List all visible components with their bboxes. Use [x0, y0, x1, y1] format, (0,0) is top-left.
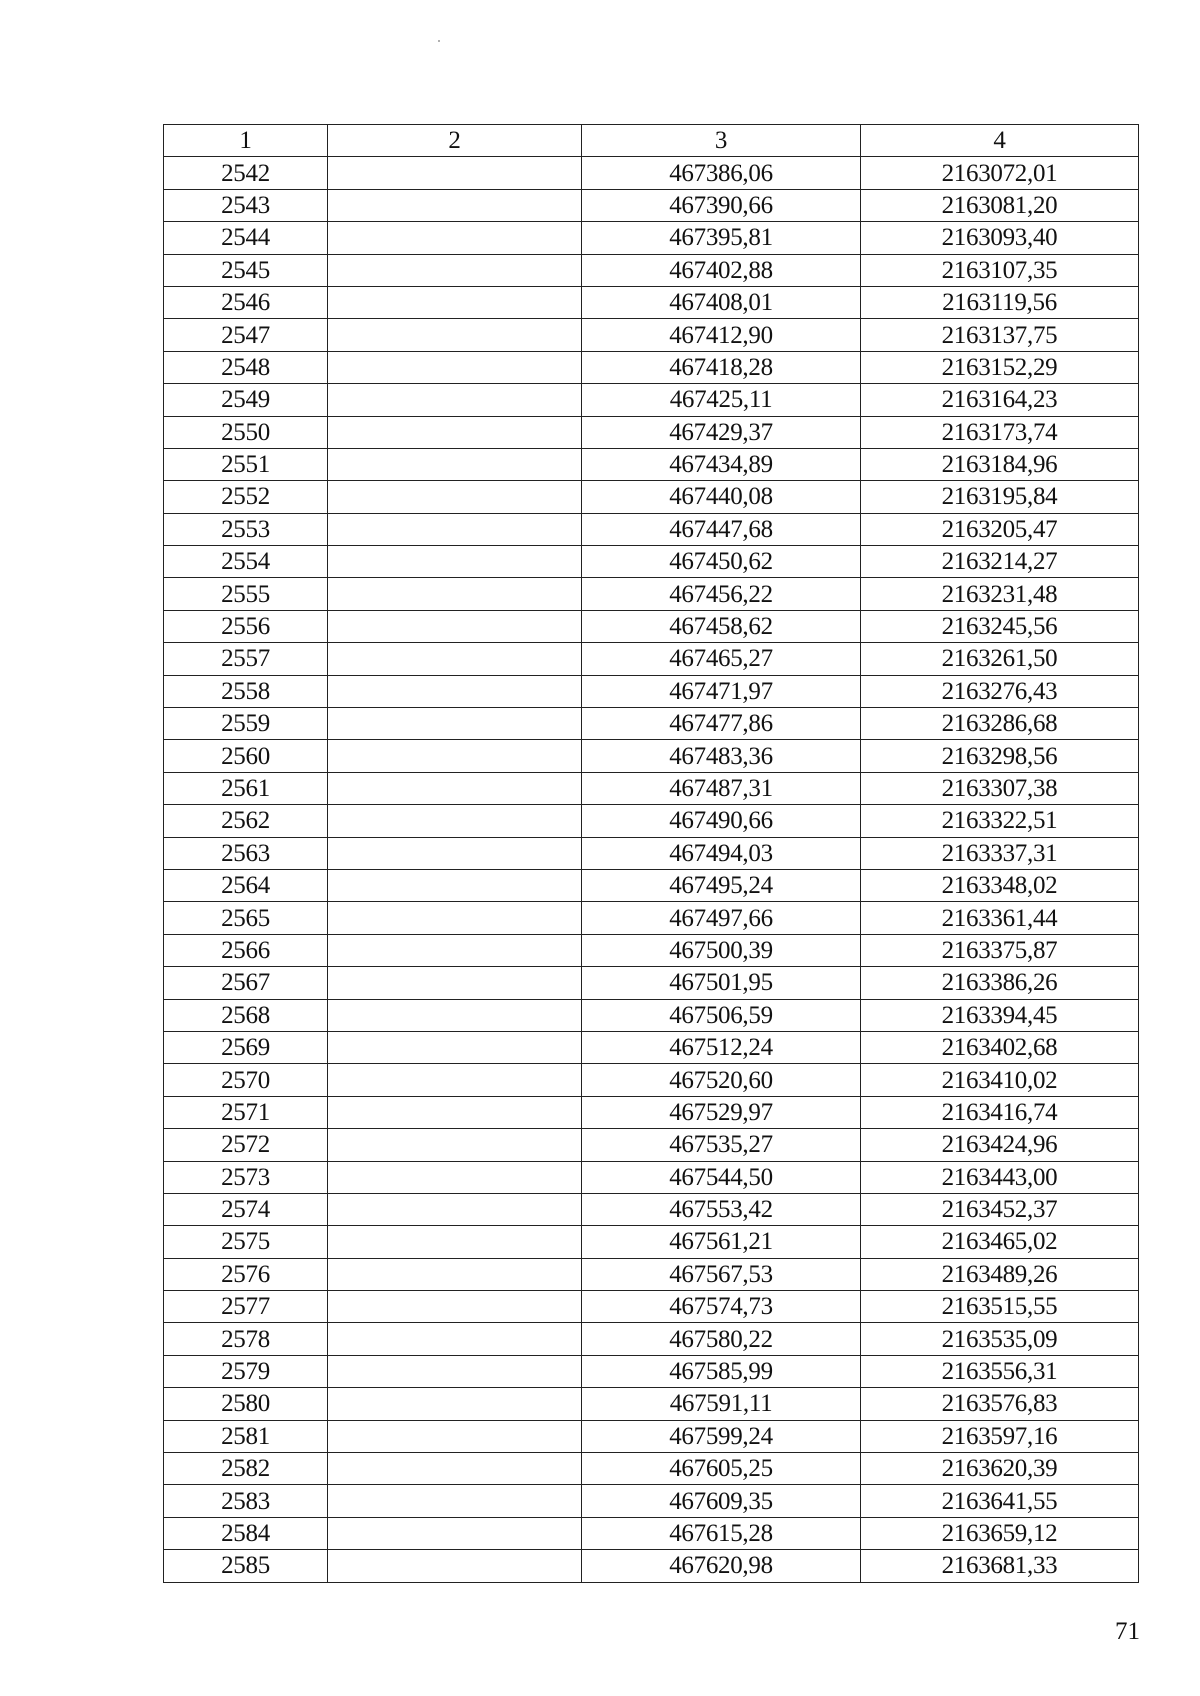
table-row — [164, 1064, 1139, 1096]
point-number-cell: 2554 — [164, 546, 328, 578]
point-number-cell: 2559 — [164, 708, 328, 740]
y-coordinate-cell: 2163152,29 — [861, 351, 1139, 383]
table-row — [164, 1420, 1139, 1452]
x-coordinate-cell: 467418,28 — [582, 351, 861, 383]
x-coordinate-cell: 467487,31 — [582, 772, 861, 804]
x-coordinate-cell: 467620,98 — [582, 1550, 861, 1582]
x-coordinate-cell: 467483,36 — [582, 740, 861, 772]
table-row — [164, 1550, 1139, 1582]
empty-cell — [328, 1323, 582, 1355]
table-row — [164, 1161, 1139, 1193]
x-coordinate-cell: 467465,27 — [582, 643, 861, 675]
point-number-cell: 2567 — [164, 967, 328, 999]
x-coordinate-cell: 467390,66 — [582, 189, 861, 221]
x-coordinate-cell: 467412,90 — [582, 319, 861, 351]
coordinates-table — [163, 124, 1139, 1583]
empty-cell — [328, 869, 582, 901]
empty-cell — [328, 1485, 582, 1517]
column-header: 2 — [328, 125, 582, 157]
empty-cell — [328, 1420, 582, 1452]
y-coordinate-cell: 2163081,20 — [861, 189, 1139, 221]
column-header: 4 — [861, 125, 1139, 157]
table-row — [164, 675, 1139, 707]
table-row — [164, 1096, 1139, 1128]
point-number-cell: 2564 — [164, 869, 328, 901]
point-number-cell: 2549 — [164, 384, 328, 416]
x-coordinate-cell: 467495,24 — [582, 869, 861, 901]
point-number-cell: 2569 — [164, 1031, 328, 1063]
point-number-cell: 2585 — [164, 1550, 328, 1582]
column-header: 1 — [164, 125, 328, 157]
point-number-cell: 2547 — [164, 319, 328, 351]
table-row — [164, 1485, 1139, 1517]
empty-cell — [328, 1096, 582, 1128]
y-coordinate-cell: 2163489,26 — [861, 1258, 1139, 1290]
table-row — [164, 578, 1139, 610]
table-row — [164, 319, 1139, 351]
empty-cell — [328, 189, 582, 221]
y-coordinate-cell: 2163195,84 — [861, 481, 1139, 513]
point-number-cell: 2556 — [164, 610, 328, 642]
table-row — [164, 772, 1139, 804]
x-coordinate-cell: 467605,25 — [582, 1453, 861, 1485]
x-coordinate-cell: 467500,39 — [582, 934, 861, 966]
table-row — [164, 513, 1139, 545]
y-coordinate-cell: 2163298,56 — [861, 740, 1139, 772]
y-coordinate-cell: 2163276,43 — [861, 675, 1139, 707]
page-number: 71 — [1115, 1618, 1140, 1645]
x-coordinate-cell: 467497,66 — [582, 902, 861, 934]
y-coordinate-cell: 2163337,31 — [861, 837, 1139, 869]
y-coordinate-cell: 2163361,44 — [861, 902, 1139, 934]
empty-cell — [328, 999, 582, 1031]
y-coordinate-cell: 2163659,12 — [861, 1517, 1139, 1549]
point-number-cell: 2572 — [164, 1129, 328, 1161]
point-number-cell: 2553 — [164, 513, 328, 545]
y-coordinate-cell: 2163348,02 — [861, 869, 1139, 901]
empty-cell — [328, 1161, 582, 1193]
x-coordinate-cell: 467615,28 — [582, 1517, 861, 1549]
table-row — [164, 837, 1139, 869]
x-coordinate-cell: 467402,88 — [582, 254, 861, 286]
empty-cell — [328, 513, 582, 545]
point-number-cell: 2574 — [164, 1193, 328, 1225]
y-coordinate-cell: 2163556,31 — [861, 1355, 1139, 1387]
x-coordinate-cell: 467447,68 — [582, 513, 861, 545]
empty-cell — [328, 578, 582, 610]
empty-cell — [328, 740, 582, 772]
empty-cell — [328, 1258, 582, 1290]
point-number-cell: 2568 — [164, 999, 328, 1031]
table-row — [164, 254, 1139, 286]
empty-cell — [328, 772, 582, 804]
y-coordinate-cell: 2163093,40 — [861, 222, 1139, 254]
y-coordinate-cell: 2163245,56 — [861, 610, 1139, 642]
x-coordinate-cell: 467429,37 — [582, 416, 861, 448]
table-row — [164, 351, 1139, 383]
y-coordinate-cell: 2163394,45 — [861, 999, 1139, 1031]
table-row — [164, 1226, 1139, 1258]
point-number-cell: 2580 — [164, 1388, 328, 1420]
point-number-cell: 2561 — [164, 772, 328, 804]
y-coordinate-cell: 2163307,38 — [861, 772, 1139, 804]
point-number-cell: 2557 — [164, 643, 328, 675]
table-row — [164, 1453, 1139, 1485]
y-coordinate-cell: 2163375,87 — [861, 934, 1139, 966]
point-number-cell: 2544 — [164, 222, 328, 254]
point-number-cell: 2558 — [164, 675, 328, 707]
point-number-cell: 2562 — [164, 805, 328, 837]
x-coordinate-cell: 467456,22 — [582, 578, 861, 610]
point-number-cell: 2577 — [164, 1291, 328, 1323]
x-coordinate-cell: 467434,89 — [582, 448, 861, 480]
empty-cell — [328, 286, 582, 318]
point-number-cell: 2543 — [164, 189, 328, 221]
x-coordinate-cell: 467386,06 — [582, 157, 861, 189]
empty-cell — [328, 902, 582, 934]
y-coordinate-cell: 2163173,74 — [861, 416, 1139, 448]
table-row — [164, 1258, 1139, 1290]
empty-cell — [328, 967, 582, 999]
empty-cell — [328, 222, 582, 254]
column-header: 3 — [582, 125, 861, 157]
table-row — [164, 902, 1139, 934]
table-row — [164, 546, 1139, 578]
x-coordinate-cell: 467458,62 — [582, 610, 861, 642]
point-number-cell: 2570 — [164, 1064, 328, 1096]
empty-cell — [328, 157, 582, 189]
table-row — [164, 740, 1139, 772]
empty-cell — [328, 610, 582, 642]
empty-cell — [328, 1517, 582, 1549]
empty-cell — [328, 1226, 582, 1258]
point-number-cell: 2583 — [164, 1485, 328, 1517]
y-coordinate-cell: 2163137,75 — [861, 319, 1139, 351]
empty-cell — [328, 1064, 582, 1096]
x-coordinate-cell: 467506,59 — [582, 999, 861, 1031]
table-row — [164, 1291, 1139, 1323]
empty-cell — [328, 1291, 582, 1323]
x-coordinate-cell: 467408,01 — [582, 286, 861, 318]
point-number-cell: 2555 — [164, 578, 328, 610]
table-row — [164, 1323, 1139, 1355]
y-coordinate-cell: 2163443,00 — [861, 1161, 1139, 1193]
table-row — [164, 934, 1139, 966]
y-coordinate-cell: 2163386,26 — [861, 967, 1139, 999]
x-coordinate-cell: 467471,97 — [582, 675, 861, 707]
table-row — [164, 708, 1139, 740]
x-coordinate-cell: 467520,60 — [582, 1064, 861, 1096]
x-coordinate-cell: 467553,42 — [582, 1193, 861, 1225]
x-coordinate-cell: 467501,95 — [582, 967, 861, 999]
point-number-cell: 2542 — [164, 157, 328, 189]
point-number-cell: 2566 — [164, 934, 328, 966]
y-coordinate-cell: 2163164,23 — [861, 384, 1139, 416]
y-coordinate-cell: 2163515,55 — [861, 1291, 1139, 1323]
x-coordinate-cell: 467395,81 — [582, 222, 861, 254]
y-coordinate-cell: 2163465,02 — [861, 1226, 1139, 1258]
empty-cell — [328, 805, 582, 837]
table-row — [164, 1129, 1139, 1161]
y-coordinate-cell: 2163402,68 — [861, 1031, 1139, 1063]
x-coordinate-cell: 467425,11 — [582, 384, 861, 416]
x-coordinate-cell: 467477,86 — [582, 708, 861, 740]
empty-cell — [328, 254, 582, 286]
empty-cell — [328, 1550, 582, 1582]
table-row — [164, 384, 1139, 416]
table-row — [164, 1031, 1139, 1063]
point-number-cell: 2545 — [164, 254, 328, 286]
x-coordinate-cell: 467535,27 — [582, 1129, 861, 1161]
y-coordinate-cell: 2163231,48 — [861, 578, 1139, 610]
table-row — [164, 1517, 1139, 1549]
x-coordinate-cell: 467544,50 — [582, 1161, 861, 1193]
point-number-cell: 2552 — [164, 481, 328, 513]
y-coordinate-cell: 2163681,33 — [861, 1550, 1139, 1582]
x-coordinate-cell: 467591,11 — [582, 1388, 861, 1420]
point-number-cell: 2581 — [164, 1420, 328, 1452]
point-number-cell: 2573 — [164, 1161, 328, 1193]
point-number-cell: 2582 — [164, 1453, 328, 1485]
x-coordinate-cell: 467574,73 — [582, 1291, 861, 1323]
table-row — [164, 643, 1139, 675]
table-body — [164, 157, 1139, 1582]
x-coordinate-cell: 467585,99 — [582, 1355, 861, 1387]
x-coordinate-cell: 467450,62 — [582, 546, 861, 578]
y-coordinate-cell: 2163107,35 — [861, 254, 1139, 286]
y-coordinate-cell: 2163535,09 — [861, 1323, 1139, 1355]
empty-cell — [328, 351, 582, 383]
empty-cell — [328, 1193, 582, 1225]
table-row — [164, 967, 1139, 999]
empty-cell — [328, 319, 582, 351]
empty-cell — [328, 934, 582, 966]
y-coordinate-cell: 2163322,51 — [861, 805, 1139, 837]
table-row — [164, 610, 1139, 642]
point-number-cell: 2579 — [164, 1355, 328, 1387]
y-coordinate-cell: 2163641,55 — [861, 1485, 1139, 1517]
table-row — [164, 286, 1139, 318]
point-number-cell: 2551 — [164, 448, 328, 480]
y-coordinate-cell: 2163261,50 — [861, 643, 1139, 675]
table-row — [164, 189, 1139, 221]
x-coordinate-cell: 467561,21 — [582, 1226, 861, 1258]
point-number-cell: 2578 — [164, 1323, 328, 1355]
y-coordinate-cell: 2163072,01 — [861, 157, 1139, 189]
point-number-cell: 2565 — [164, 902, 328, 934]
y-coordinate-cell: 2163424,96 — [861, 1129, 1139, 1161]
empty-cell — [328, 1388, 582, 1420]
x-coordinate-cell: 467609,35 — [582, 1485, 861, 1517]
y-coordinate-cell: 2163620,39 — [861, 1453, 1139, 1485]
empty-cell — [328, 384, 582, 416]
empty-cell — [328, 1129, 582, 1161]
point-number-cell: 2584 — [164, 1517, 328, 1549]
table-row — [164, 1388, 1139, 1420]
y-coordinate-cell: 2163184,96 — [861, 448, 1139, 480]
point-number-cell: 2571 — [164, 1096, 328, 1128]
empty-cell — [328, 1031, 582, 1063]
empty-cell — [328, 643, 582, 675]
x-coordinate-cell: 467529,97 — [582, 1096, 861, 1128]
empty-cell — [328, 1453, 582, 1485]
table-row — [164, 416, 1139, 448]
table-row — [164, 869, 1139, 901]
y-coordinate-cell: 2163410,02 — [861, 1064, 1139, 1096]
y-coordinate-cell: 2163576,83 — [861, 1388, 1139, 1420]
x-coordinate-cell: 467490,66 — [582, 805, 861, 837]
y-coordinate-cell: 2163214,27 — [861, 546, 1139, 578]
table-row — [164, 1355, 1139, 1387]
empty-cell — [328, 837, 582, 869]
table-row — [164, 805, 1139, 837]
point-number-cell: 2548 — [164, 351, 328, 383]
y-coordinate-cell: 2163205,47 — [861, 513, 1139, 545]
table-row — [164, 999, 1139, 1031]
empty-cell — [328, 708, 582, 740]
scan-speck — [438, 40, 440, 42]
x-coordinate-cell: 467580,22 — [582, 1323, 861, 1355]
point-number-cell: 2550 — [164, 416, 328, 448]
empty-cell — [328, 675, 582, 707]
x-coordinate-cell: 467599,24 — [582, 1420, 861, 1452]
table-row — [164, 222, 1139, 254]
point-number-cell: 2560 — [164, 740, 328, 772]
table-row — [164, 481, 1139, 513]
point-number-cell: 2563 — [164, 837, 328, 869]
y-coordinate-cell: 2163597,16 — [861, 1420, 1139, 1452]
x-coordinate-cell: 467494,03 — [582, 837, 861, 869]
point-number-cell: 2576 — [164, 1258, 328, 1290]
x-coordinate-cell: 467440,08 — [582, 481, 861, 513]
x-coordinate-cell: 467567,53 — [582, 1258, 861, 1290]
point-number-cell: 2575 — [164, 1226, 328, 1258]
y-coordinate-cell: 2163416,74 — [861, 1096, 1139, 1128]
y-coordinate-cell: 2163119,56 — [861, 286, 1139, 318]
empty-cell — [328, 481, 582, 513]
empty-cell — [328, 546, 582, 578]
table-row — [164, 157, 1139, 189]
empty-cell — [328, 1355, 582, 1387]
empty-cell — [328, 448, 582, 480]
y-coordinate-cell: 2163286,68 — [861, 708, 1139, 740]
table-row — [164, 1193, 1139, 1225]
x-coordinate-cell: 467512,24 — [582, 1031, 861, 1063]
y-coordinate-cell: 2163452,37 — [861, 1193, 1139, 1225]
table-row — [164, 448, 1139, 480]
empty-cell — [328, 416, 582, 448]
point-number-cell: 2546 — [164, 286, 328, 318]
table-header-row — [164, 125, 1139, 157]
